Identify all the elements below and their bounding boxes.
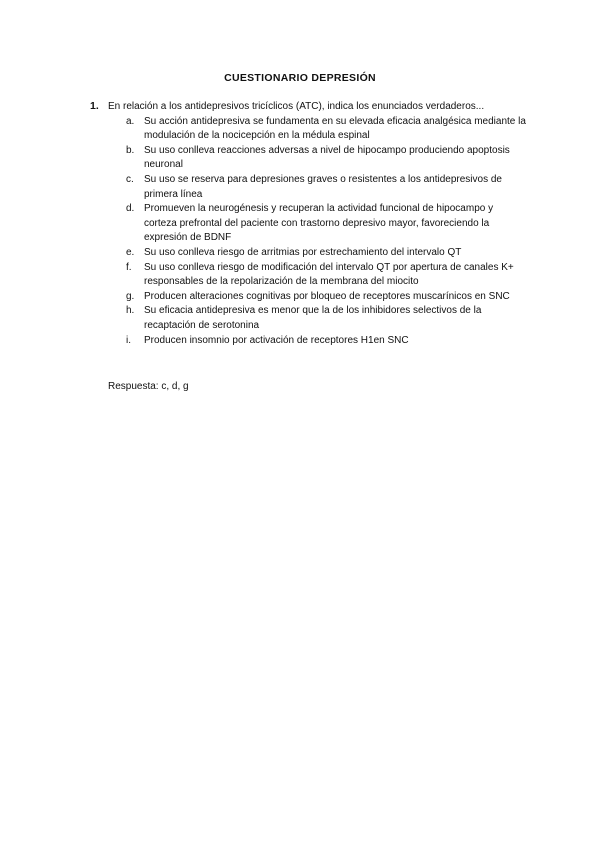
option-g <box>90 290 540 305</box>
question-number: 1. <box>90 100 99 112</box>
option-text: Su eficacia antidepresiva es menor que la de los inhibidores selectivos de la recaptación de serotonina <box>144 305 482 331</box>
option-a <box>90 115 540 144</box>
option-letter: i. <box>126 334 131 346</box>
option-f <box>90 261 540 290</box>
option-b <box>90 144 540 173</box>
option-d <box>90 202 540 246</box>
document-title: CUESTIONARIO DEPRESIÓN <box>224 72 376 84</box>
option-letter: h. <box>126 305 135 317</box>
option-letter: f. <box>126 261 132 273</box>
option-letter: g. <box>126 290 135 302</box>
option-letter: c. <box>126 173 134 185</box>
option-text: Su uso conlleva riesgo de modificación del intervalo QT por apertura de canales K+ responsables de la repolarización de la membrana del miocito <box>144 261 514 288</box>
option-letter: b. <box>126 144 135 156</box>
answer-text: Respuesta: c, d, g <box>108 381 189 392</box>
option-letter: d. <box>126 203 135 215</box>
option-text: Promueven la neurogénesis y recuperan la actividad funcional de hipocampo y corteza prefrontal del paciente con trastorno depresivo mayor, favoreciendo la expresión de BDNF <box>144 203 494 244</box>
question-text: En relación a los antidepresivos tricíclicos (ATC), indica los enunciados verdaderos... <box>108 101 485 112</box>
option-text: Su acción antidepresiva se fundamenta en su elevada eficacia analgésica mediante la modulación de la nocicepción en la médula espinal <box>144 115 526 142</box>
option-i <box>90 334 540 349</box>
option-e <box>90 246 540 261</box>
option-text: Producen alteraciones cognitivas por bloqueo de receptores muscarínicos en SNC <box>144 290 510 302</box>
question-header <box>90 99 540 115</box>
options-list <box>90 115 540 349</box>
option-c <box>90 173 540 202</box>
option-text: Su uso conlleva riesgo de arritmias por estrechamiento del intervalo QT <box>144 246 462 258</box>
option-text: Producen insomnio por activación de receptores H1en SNC <box>144 334 409 346</box>
option-text: Su uso conlleva reacciones adversas a nivel de hipocampo produciendo apoptosis neuronal <box>144 144 510 171</box>
option-h <box>90 304 540 333</box>
option-letter: e. <box>126 246 135 258</box>
option-letter: a. <box>126 115 135 127</box>
question-block <box>90 99 540 348</box>
option-text: Su uso se reserva para depresiones graves o resistentes a los antidepresivos de primera línea <box>144 173 502 200</box>
